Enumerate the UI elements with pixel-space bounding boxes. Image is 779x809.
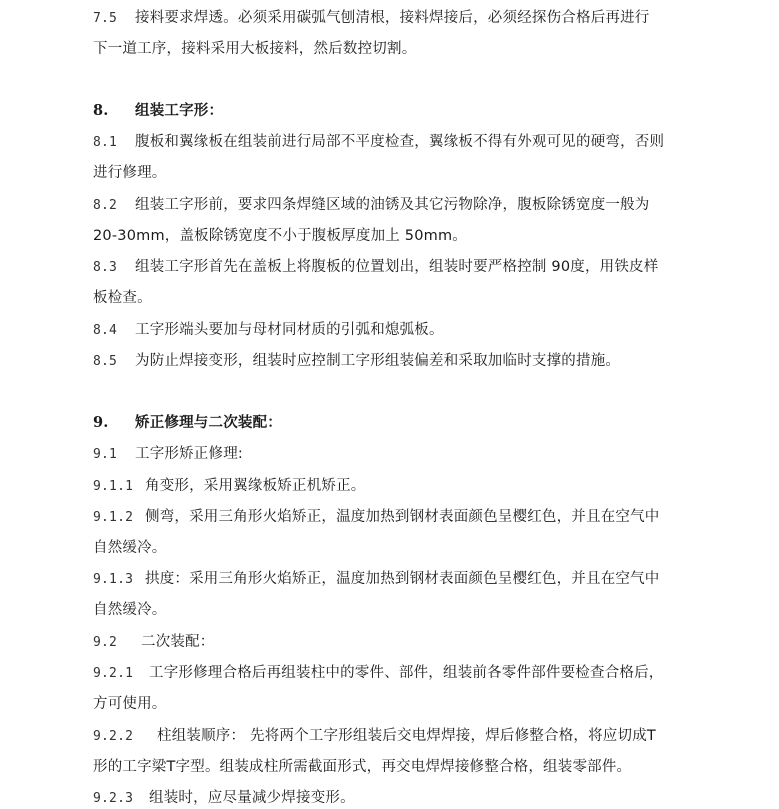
section-number: 8.5 [93, 354, 118, 369]
paragraph-text: 组装工字形前，要求四条焊缝区域的油锈及其它污物除净，腹板除锈宽度一般为 [135, 197, 650, 213]
section-number: 7.5 [93, 11, 118, 26]
paragraph-9-1 [93, 444, 713, 465]
paragraph-text: 工字形修理合格后再组装柱中的零件、部件，组装前各零件部件要检查合格后， [149, 665, 664, 681]
section-number: 8.2 [93, 198, 118, 213]
paragraph-9-2-1-line-2 [93, 694, 713, 714]
section-number: 9.2.1 [93, 666, 134, 681]
paragraph-text: 形的工字梁T字型。组装成柱所需截面形式，再交电焊焊接修整合格，组装零部件。 [93, 759, 632, 775]
paragraph-text: 侧弯，采用三角形火焰矫正，温度加热到钢材表面颜色呈樱红色，并且在空气中 [145, 509, 660, 525]
section-number: 9.1.1 [93, 479, 134, 494]
section-heading-text: 组装工字形： [135, 102, 224, 119]
paragraph-9-1-2-line-2 [93, 538, 713, 558]
section-number: 8.3 [93, 260, 118, 275]
paragraph-text: 二次装配： [141, 634, 215, 650]
paragraph-9-2-1-line-1 [93, 663, 713, 684]
paragraph-8-5 [93, 351, 713, 372]
section-heading-8 [93, 101, 713, 121]
paragraph-9-2 [93, 632, 713, 653]
section-number: 9.2.3 [93, 791, 134, 806]
paragraph-9-2-2-line-2 [93, 757, 713, 777]
paragraph-8-1-line-1 [93, 132, 713, 153]
paragraph-9-1-1 [93, 476, 713, 497]
paragraph-9-1-3-line-1 [93, 569, 713, 590]
paragraph-8-2-line-2 [93, 226, 713, 246]
paragraph-7-5-line-2 [93, 39, 713, 59]
section-number: 9.1.2 [93, 510, 134, 525]
paragraph-text: 20-30mm，盖板除锈宽度不小于腹板厚度加上 50mm。 [93, 228, 467, 244]
paragraph-text: 下一道工序，接料采用大板接料，然后数控切割。 [93, 41, 417, 57]
paragraph-9-2-2-line-1 [93, 726, 713, 747]
section-number: 9. [93, 414, 109, 431]
paragraph-text: 组装工字形首先在盖板上将腹板的位置划出，组装时要严格控制 90度，用铁皮样 [135, 259, 659, 275]
paragraph-8-3-line-2 [93, 288, 713, 308]
paragraph-text: 工字形矫正修理: [135, 446, 243, 462]
paragraph-text: 接料要求焊透。必须采用碳弧气刨清根，接料焊接后，必须经探伤合格后再进行 [135, 10, 650, 26]
paragraph-9-1-2-line-1 [93, 507, 713, 528]
paragraph-text: 组装时，应尽量减少焊接变形。 [149, 790, 355, 806]
paragraph-text: 进行修理。 [93, 165, 167, 181]
section-number: 9.2.2 [93, 729, 134, 744]
paragraph-text: 方可使用。 [93, 696, 167, 712]
paragraph-7-5-line-1 [93, 8, 713, 29]
paragraph-8-1-line-2 [93, 163, 713, 183]
paragraph-text: 板检查。 [93, 290, 152, 306]
section-number: 8.1 [93, 135, 118, 150]
paragraph-text: 角变形，采用翼缘板矫正机矫正。 [145, 478, 366, 494]
paragraph-8-3-line-1 [93, 257, 713, 278]
paragraph-9-1-3-line-2 [93, 600, 713, 620]
paragraph-9-2-3 [93, 788, 713, 809]
paragraph-text: 工字形端头要加与母材同材质的引弧和熄弧板。 [135, 322, 444, 338]
paragraph-text: 自然缓冷。 [93, 540, 167, 556]
section-number: 8.4 [93, 323, 118, 338]
section-heading-text: 矫正修理与二次装配： [135, 414, 282, 431]
paragraph-text: 拱度：采用三角形火焰矫正，温度加热到钢材表面颜色呈樱红色，并且在空气中 [145, 571, 660, 587]
section-number: 9.1 [93, 447, 118, 462]
section-number: 8. [93, 102, 109, 119]
paragraph-text: 自然缓冷。 [93, 602, 167, 618]
section-number: 9.2 [93, 635, 118, 650]
paragraph-text: 柱组装顺序： 先将两个工字形组装后交电焊焊接，焊后修整合格，将应切成T [157, 728, 656, 744]
paragraph-text: 为防止焊接变形，组装时应控制工字形组装偏差和采取加临时支撑的措施。 [135, 353, 621, 369]
section-heading-9 [93, 413, 713, 433]
paragraph-8-2-line-1 [93, 195, 713, 216]
section-number: 9.1.3 [93, 572, 134, 587]
paragraph-8-4 [93, 320, 713, 341]
paragraph-text: 腹板和翼缘板在组装前进行局部不平度检查，翼缘板不得有外观可见的硬弯，否则 [135, 134, 665, 150]
